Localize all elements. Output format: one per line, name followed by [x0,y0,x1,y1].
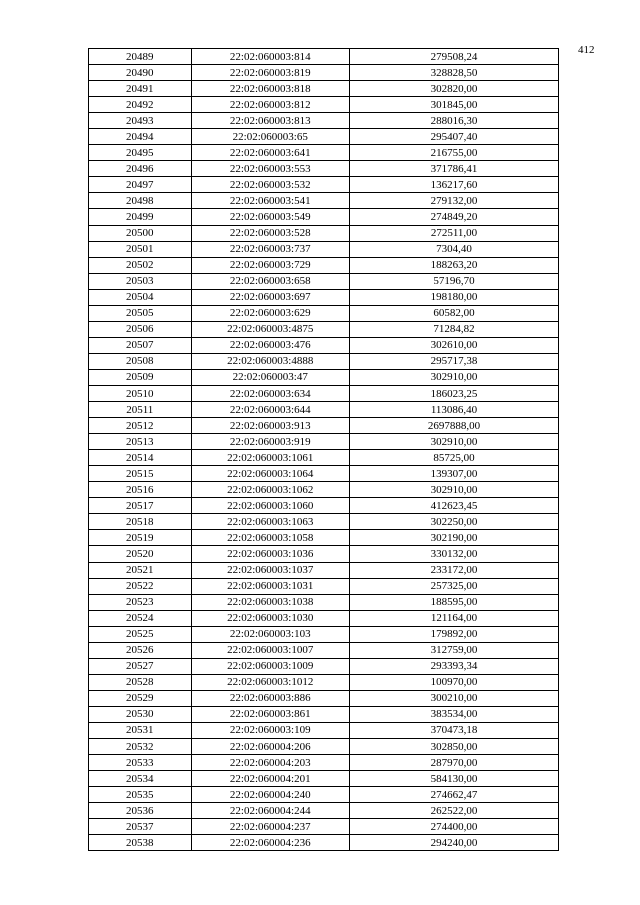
table-row [89,755,559,771]
row-number-cell: 20521 [89,562,192,578]
row-number-cell: 20506 [89,321,192,337]
cadastral-number-cell: 22:02:060003:1062 [191,482,350,498]
row-number-cell: 20529 [89,690,192,706]
table-row [89,722,559,738]
row-number-cell: 20536 [89,803,192,819]
table-row [89,787,559,803]
value-cell: 139307,00 [350,466,559,482]
value-cell: 113086,40 [350,402,559,418]
value-cell: 371786,41 [350,161,559,177]
table-row [89,65,559,81]
cadastral-number-cell: 22:02:060003:1060 [191,498,350,514]
cadastral-number-cell: 22:02:060003:1064 [191,466,350,482]
cadastral-number-cell: 22:02:060003:1063 [191,514,350,530]
row-number-cell: 20502 [89,257,192,273]
row-number-cell: 20501 [89,241,192,257]
table-row [89,129,559,145]
row-number-cell: 20519 [89,530,192,546]
value-cell: 302910,00 [350,369,559,385]
value-cell: 302190,00 [350,530,559,546]
value-cell: 302250,00 [350,514,559,530]
cadastral-number-cell: 22:02:060003:1058 [191,530,350,546]
value-cell: 300210,00 [350,690,559,706]
table-row [89,819,559,835]
row-number-cell: 20507 [89,337,192,353]
row-number-cell: 20493 [89,113,192,129]
cadastral-number-cell: 22:02:060003:819 [191,65,350,81]
table-row [89,241,559,257]
cadastral-number-cell: 22:02:060004:240 [191,787,350,803]
cadastral-number-cell: 22:02:060003:528 [191,225,350,241]
table-row [89,321,559,337]
cadastral-number-cell: 22:02:060003:812 [191,97,350,113]
value-cell: 302820,00 [350,81,559,97]
row-number-cell: 20525 [89,626,192,642]
table-row [89,642,559,658]
cadastral-number-cell: 22:02:060003:658 [191,273,350,289]
cadastral-number-cell: 22:02:060003:4888 [191,353,350,369]
table-row [89,113,559,129]
value-cell: 188263,20 [350,257,559,273]
cadastral-number-cell: 22:02:060003:737 [191,241,350,257]
cadastral-number-cell: 22:02:060003:1030 [191,610,350,626]
row-number-cell: 20526 [89,642,192,658]
cadastral-number-cell: 22:02:060003:1038 [191,594,350,610]
row-number-cell: 20524 [89,610,192,626]
table-row [89,177,559,193]
cadastral-number-cell: 22:02:060003:553 [191,161,350,177]
cadastral-number-cell: 22:02:060003:886 [191,690,350,706]
cadastral-number-cell: 22:02:060004:237 [191,819,350,835]
row-number-cell: 20510 [89,385,192,401]
table-row [89,81,559,97]
value-cell: 295717,38 [350,353,559,369]
table-row [89,514,559,530]
value-cell: 383534,00 [350,706,559,722]
value-cell: 412623,45 [350,498,559,514]
cadastral-number-cell: 22:02:060003:814 [191,49,350,65]
table-row [89,674,559,690]
cadastral-number-cell: 22:02:060003:729 [191,257,350,273]
cadastral-number-cell: 22:02:060003:541 [191,193,350,209]
table-row [89,305,559,321]
table-row [89,771,559,787]
row-number-cell: 20508 [89,353,192,369]
row-number-cell: 20503 [89,273,192,289]
table-row [89,546,559,562]
cadastral-number-cell: 22:02:060004:201 [191,771,350,787]
table-row [89,97,559,113]
row-number-cell: 20500 [89,225,192,241]
cadastral-number-cell: 22:02:060003:532 [191,177,350,193]
value-cell: 287970,00 [350,755,559,771]
table-row [89,273,559,289]
table-row [89,578,559,594]
value-cell: 100970,00 [350,674,559,690]
registry-table [88,48,559,851]
table-row [89,385,559,401]
value-cell: 312759,00 [350,642,559,658]
table-row [89,706,559,722]
value-cell: 293393,34 [350,658,559,674]
row-number-cell: 20514 [89,450,192,466]
registry-table-body [89,49,559,851]
cadastral-number-cell: 22:02:060003:47 [191,369,350,385]
cadastral-number-cell: 22:02:060003:65 [191,129,350,145]
table-row [89,610,559,626]
row-number-cell: 20517 [89,498,192,514]
table-row [89,49,559,65]
cadastral-number-cell: 22:02:060003:103 [191,626,350,642]
value-cell: 179892,00 [350,626,559,642]
row-number-cell: 20492 [89,97,192,113]
cadastral-number-cell: 22:02:060003:629 [191,305,350,321]
cadastral-number-cell: 22:02:060003:861 [191,706,350,722]
value-cell: 301845,00 [350,97,559,113]
cadastral-number-cell: 22:02:060004:236 [191,835,350,851]
row-number-cell: 20515 [89,466,192,482]
table-row [89,498,559,514]
cadastral-number-cell: 22:02:060003:818 [191,81,350,97]
row-number-cell: 20538 [89,835,192,851]
table-row [89,225,559,241]
table-row [89,562,559,578]
value-cell: 302910,00 [350,482,559,498]
value-cell: 216755,00 [350,145,559,161]
row-number-cell: 20523 [89,594,192,610]
table-row [89,658,559,674]
cadastral-number-cell: 22:02:060003:641 [191,145,350,161]
cadastral-number-cell: 22:02:060003:697 [191,289,350,305]
value-cell: 188595,00 [350,594,559,610]
page-number: 412 [578,44,595,56]
value-cell: 330132,00 [350,546,559,562]
row-number-cell: 20532 [89,739,192,755]
value-cell: 121164,00 [350,610,559,626]
table-row [89,161,559,177]
value-cell: 328828,50 [350,65,559,81]
row-number-cell: 20494 [89,129,192,145]
table-row [89,466,559,482]
value-cell: 370473,18 [350,722,559,738]
cadastral-number-cell: 22:02:060003:1037 [191,562,350,578]
value-cell: 302850,00 [350,739,559,755]
table-row [89,289,559,305]
row-number-cell: 20528 [89,674,192,690]
row-number-cell: 20511 [89,402,192,418]
row-number-cell: 20537 [89,819,192,835]
value-cell: 60582,00 [350,305,559,321]
table-row [89,835,559,851]
row-number-cell: 20497 [89,177,192,193]
row-number-cell: 20489 [89,49,192,65]
cadastral-number-cell: 22:02:060003:1061 [191,450,350,466]
value-cell: 262522,00 [350,803,559,819]
cadastral-number-cell: 22:02:060003:1007 [191,642,350,658]
value-cell: 288016,30 [350,113,559,129]
row-number-cell: 20527 [89,658,192,674]
row-number-cell: 20513 [89,434,192,450]
value-cell: 7304,40 [350,241,559,257]
row-number-cell: 20534 [89,771,192,787]
cadastral-number-cell: 22:02:060004:206 [191,739,350,755]
value-cell: 302610,00 [350,337,559,353]
row-number-cell: 20530 [89,706,192,722]
row-number-cell: 20498 [89,193,192,209]
value-cell: 136217,60 [350,177,559,193]
value-cell: 274849,20 [350,209,559,225]
value-cell: 302910,00 [350,434,559,450]
value-cell: 274400,00 [350,819,559,835]
table-row [89,803,559,819]
row-number-cell: 20535 [89,787,192,803]
row-number-cell: 20504 [89,289,192,305]
row-number-cell: 20505 [89,305,192,321]
row-number-cell: 20491 [89,81,192,97]
cadastral-number-cell: 22:02:060003:1012 [191,674,350,690]
cadastral-number-cell: 22:02:060003:476 [191,337,350,353]
cadastral-number-cell: 22:02:060003:919 [191,434,350,450]
cadastral-number-cell: 22:02:060003:109 [191,722,350,738]
row-number-cell: 20531 [89,722,192,738]
row-number-cell: 20520 [89,546,192,562]
table-row [89,418,559,434]
value-cell: 272511,00 [350,225,559,241]
table-row [89,145,559,161]
row-number-cell: 20496 [89,161,192,177]
cadastral-number-cell: 22:02:060003:1031 [191,578,350,594]
cadastral-number-cell: 22:02:060003:813 [191,113,350,129]
row-number-cell: 20512 [89,418,192,434]
value-cell: 2697888,00 [350,418,559,434]
value-cell: 274662,47 [350,787,559,803]
table-row [89,594,559,610]
value-cell: 233172,00 [350,562,559,578]
row-number-cell: 20522 [89,578,192,594]
table-row [89,353,559,369]
cadastral-number-cell: 22:02:060003:4875 [191,321,350,337]
row-number-cell: 20499 [89,209,192,225]
table-row [89,337,559,353]
table-row [89,209,559,225]
value-cell: 71284,82 [350,321,559,337]
row-number-cell: 20518 [89,514,192,530]
table-row [89,482,559,498]
table-row [89,739,559,755]
cadastral-number-cell: 22:02:060003:549 [191,209,350,225]
value-cell: 257325,00 [350,578,559,594]
table-row [89,369,559,385]
value-cell: 198180,00 [350,289,559,305]
value-cell: 279508,24 [350,49,559,65]
value-cell: 294240,00 [350,835,559,851]
value-cell: 85725,00 [350,450,559,466]
cadastral-number-cell: 22:02:060003:1009 [191,658,350,674]
table-row [89,530,559,546]
table-row [89,193,559,209]
row-number-cell: 20509 [89,369,192,385]
cadastral-number-cell: 22:02:060004:203 [191,755,350,771]
table-row [89,690,559,706]
value-cell: 57196,70 [350,273,559,289]
row-number-cell: 20495 [89,145,192,161]
cadastral-number-cell: 22:02:060003:644 [191,402,350,418]
cadastral-number-cell: 22:02:060004:244 [191,803,350,819]
value-cell: 186023,25 [350,385,559,401]
cadastral-number-cell: 22:02:060003:1036 [191,546,350,562]
table-row [89,450,559,466]
value-cell: 584130,00 [350,771,559,787]
cadastral-number-cell: 22:02:060003:913 [191,418,350,434]
table-row [89,257,559,273]
table-row [89,626,559,642]
row-number-cell: 20490 [89,65,192,81]
value-cell: 279132,00 [350,193,559,209]
table-row [89,434,559,450]
cadastral-number-cell: 22:02:060003:634 [191,385,350,401]
value-cell: 295407,40 [350,129,559,145]
table-row [89,402,559,418]
row-number-cell: 20516 [89,482,192,498]
row-number-cell: 20533 [89,755,192,771]
